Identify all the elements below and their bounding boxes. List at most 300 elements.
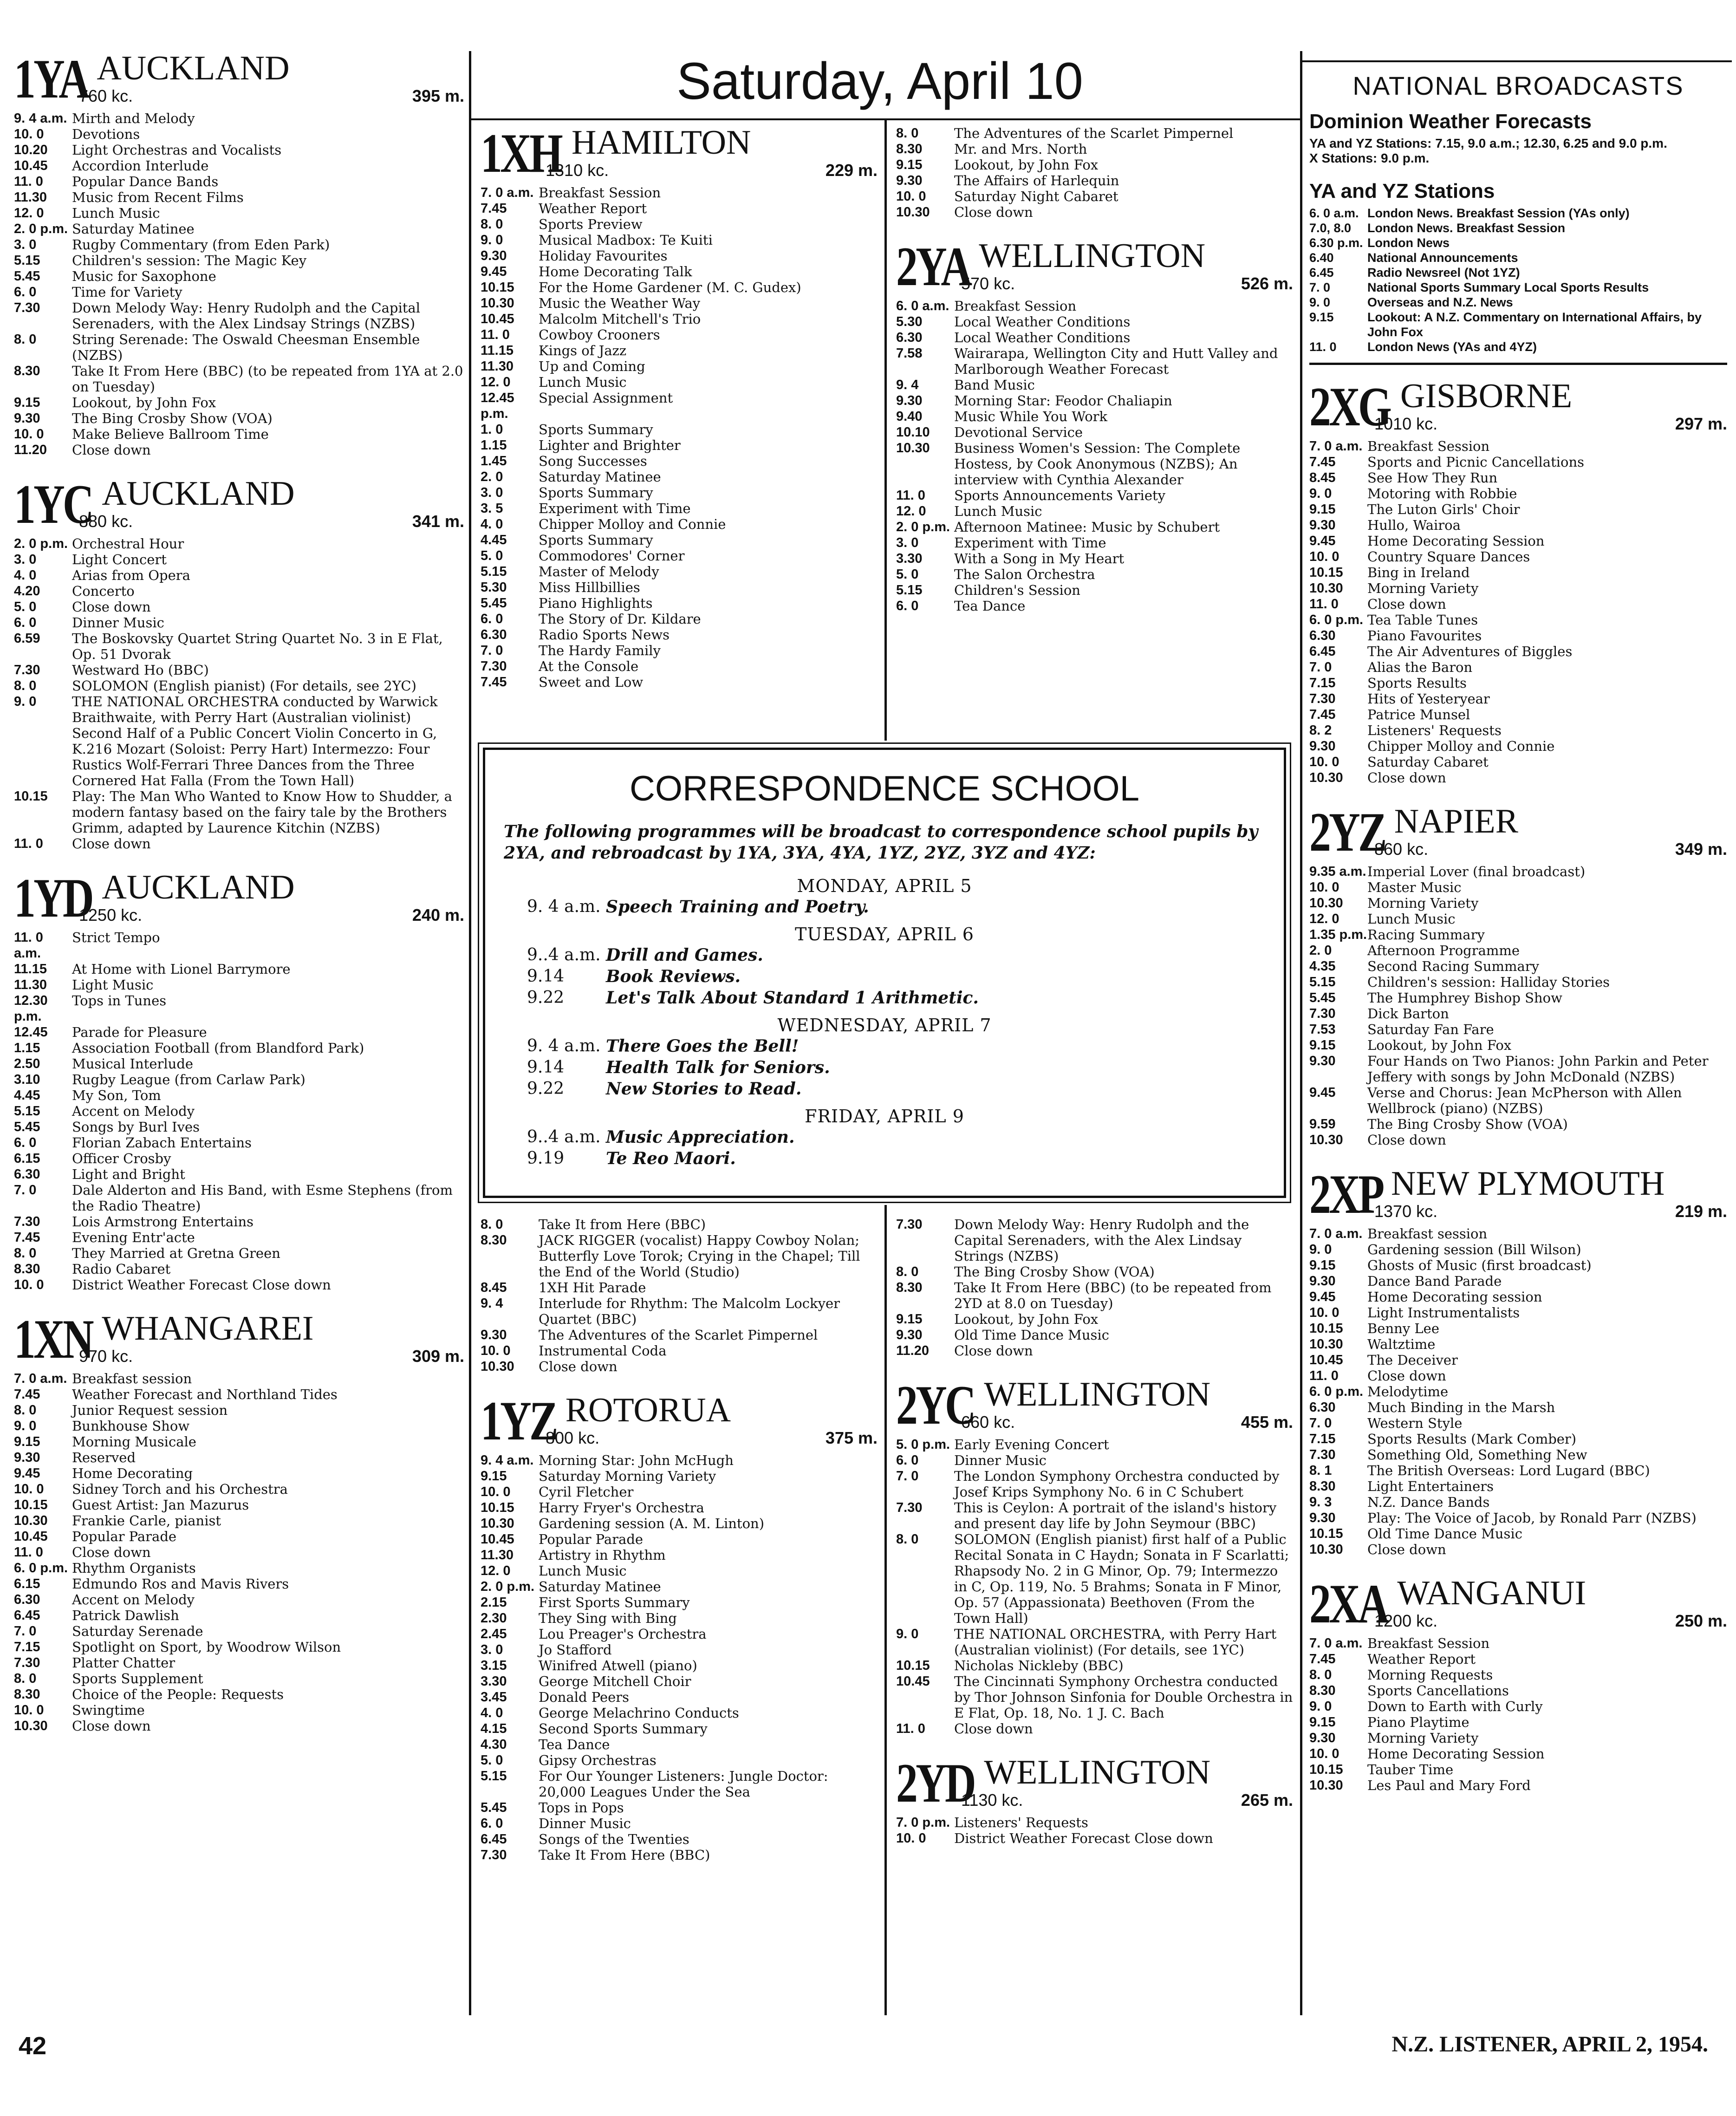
programme-row: [14, 1072, 464, 1087]
programme-time: 8.30: [896, 1280, 923, 1295]
programme-title: Close down: [72, 1718, 151, 1734]
programme-time: 5.15: [1309, 975, 1336, 990]
programme-time: 9.30: [14, 1450, 40, 1465]
station-block: [14, 51, 464, 458]
programme-row: [481, 1547, 878, 1563]
programme-row: [481, 201, 878, 216]
programme-title: Light and Bright: [72, 1166, 185, 1182]
programme-title: Saturday Cabaret: [1367, 754, 1489, 770]
programme-title: Sports Announcements Variety: [954, 488, 1166, 503]
programme-time: 3. 0: [896, 535, 919, 550]
programme-title: Alias the Baron: [1367, 659, 1473, 675]
school-item: [527, 966, 1284, 987]
programme-time: 9. 0: [1309, 486, 1332, 501]
programme-time: 5.15: [481, 1769, 507, 1784]
station-city: WANGANUI: [1397, 1574, 1586, 1612]
programme-row: [1309, 1116, 1727, 1132]
station-block: [1309, 1573, 1727, 1793]
programme-title: Spotlight on Sport, by Woodrow Wilson: [72, 1639, 341, 1655]
programme-row: [14, 1671, 464, 1686]
programme-row: [481, 548, 878, 564]
programme-row: [481, 327, 878, 343]
programme-row: [14, 1387, 464, 1402]
programme-time: 12. 0: [14, 206, 44, 221]
programme-title: Saturday Serenade: [72, 1623, 203, 1639]
programme-time: 5. 0: [481, 548, 503, 563]
programme-row: [14, 961, 464, 977]
programme-title: Accent on Melody: [72, 1103, 195, 1119]
programme-title: George Melachrino Conducts: [539, 1705, 739, 1721]
programme-row: [14, 977, 464, 993]
programme-title: Early Evening Concert: [954, 1437, 1109, 1452]
programme-row: [14, 567, 464, 583]
school-time: 9..4 a.m.: [527, 945, 601, 964]
programme-title: Platter Chatter: [72, 1655, 176, 1671]
programme-row: [1309, 1730, 1727, 1746]
programme-time: 10.45: [481, 312, 514, 326]
programme-row: [14, 442, 464, 458]
column-rule-1: [469, 51, 471, 2015]
programme-title: Close down: [1367, 1542, 1446, 1557]
programme-title: Dick Barton: [1367, 1006, 1449, 1022]
programme-time: 8. 0: [14, 678, 37, 693]
programme-time: 7.15: [1309, 1432, 1336, 1446]
programme-row: [1309, 533, 1727, 549]
programme-time: 9.15: [481, 1469, 507, 1484]
programme-row: [896, 377, 1293, 393]
station-header: [896, 235, 1293, 297]
programme-title: Orchestral Hour: [72, 536, 184, 552]
programme-title: Kings of Jazz: [539, 343, 627, 358]
programme-title: Interlude for Rhythm: The Malcolm Lockyer Quartet (BBC): [539, 1296, 840, 1327]
programme-time: 9. 0: [896, 1627, 919, 1641]
programme-row: [14, 1087, 464, 1103]
station-header: [481, 125, 878, 184]
programme-time: 10.45: [1309, 1353, 1343, 1367]
programme-time: 5. 0: [481, 1753, 503, 1768]
programme-time: 8. 0: [481, 217, 503, 232]
programme-title: Country Square Dances: [1367, 549, 1530, 565]
national-programme: London News. Breakfast Session: [1367, 221, 1566, 235]
national-time: 9. 0: [1309, 295, 1331, 309]
programme-time: 8. 0: [14, 1403, 37, 1418]
national-programme: Lookout: A N.Z. Commentary on International Affairs, by John Fox: [1367, 310, 1702, 339]
programme-row: [14, 1639, 464, 1655]
programme-title: Experiment with Time: [539, 501, 691, 516]
programme-title: Tea Dance: [539, 1737, 610, 1752]
programme-title: They Married at Gretna Green: [72, 1245, 280, 1261]
programme-time: 2.45: [481, 1627, 507, 1641]
programme-row: [481, 1327, 878, 1343]
station-wavelength: 250 m.: [1675, 1611, 1727, 1630]
programme-row: [896, 1343, 1293, 1359]
programme-time: 11.30: [481, 359, 514, 374]
programme-time: 5. 0: [896, 567, 919, 582]
programme-title: Close down: [1367, 770, 1446, 786]
programme-time: 6.30: [1309, 1400, 1336, 1415]
programme-row: [896, 598, 1293, 614]
programme-row: [896, 204, 1293, 220]
programme-row: [481, 579, 878, 595]
station-frequency: 1310 kc.: [546, 161, 609, 180]
programme-row: [1309, 707, 1727, 723]
national-broadcasts-heading: NATIONAL BROADCASTS: [1352, 71, 1684, 100]
programme-title: Wairarapa, Wellington City and Hutt Valley and Marlborough Weather Forecast: [954, 345, 1278, 377]
programme-time: 9.59: [1309, 1117, 1336, 1132]
programme-title: Hits of Yesteryear: [1367, 691, 1490, 707]
programme-title: Take It From Here (BBC) (to be repeated from 1YA at 2.0 on Tuesday): [72, 363, 463, 395]
programme-row: [1309, 1022, 1727, 1037]
programme-title: Close down: [72, 442, 151, 458]
station-code: 1YA: [14, 51, 88, 110]
school-subject: Music Appreciation.: [606, 1127, 795, 1147]
programme-row: [481, 1343, 878, 1359]
programme-row: [481, 1689, 878, 1705]
station-wavelength: 229 m.: [825, 161, 878, 180]
programme-row: [481, 1816, 878, 1831]
programme-row: [481, 1516, 878, 1531]
programme-title: THE NATIONAL ORCHESTRA conducted by Warwick Braithwaite, with Perry Hart (Australian violinist) Second Half of a Public Concert Violin Concerto in G, K.216 Mozart (Soloist: Perry Hart) Intermezzo: Four Rustics Wolf-Ferrari Three Dances from the Three Cornered Hat Falla (From the Town Hall): [72, 694, 438, 788]
programme-title: The Boskovsky Quartet String Quartet No. 3 in E Flat, Op. 51 Dvorak: [72, 631, 443, 662]
programme-title: Much Binding in the Marsh: [1367, 1400, 1555, 1415]
programme-row: [14, 1371, 464, 1387]
programme-time: 6.30: [14, 1167, 40, 1182]
station-frequency: 760 kc.: [79, 86, 133, 105]
programme-title: Saturday Matinee: [539, 469, 661, 485]
programme-row: [896, 1815, 1293, 1830]
weather-line: X Stations: 9.0 p.m.: [1309, 151, 1430, 165]
programme-row: [481, 1296, 878, 1327]
programme-row: [1309, 1085, 1727, 1116]
programme-title: Popular Parade: [72, 1529, 177, 1544]
station-code: 2XP: [1309, 1163, 1383, 1225]
programme-time: 6.30: [14, 1592, 40, 1607]
national-time: 6. 0 a.m.: [1309, 206, 1359, 220]
programme-row: [896, 125, 1293, 141]
programme-title: Popular Dance Bands: [72, 174, 219, 189]
programme-title: Close down: [1367, 1368, 1446, 1384]
programme-time: 10.15: [1309, 1762, 1343, 1777]
programme-row: [1309, 454, 1727, 470]
programme-row: [14, 158, 464, 174]
programme-time: 7. 0: [1309, 660, 1332, 675]
station-code: 1YC: [14, 473, 92, 535]
programme-title: The Story of Dr. Kildare: [539, 611, 701, 627]
programme-time: 3. 0: [481, 485, 503, 500]
programme-row: [14, 1481, 464, 1497]
programme-time: 9.30: [896, 393, 923, 408]
programme-time: 11.30: [14, 977, 47, 992]
programme-time: 3. 5: [481, 501, 503, 516]
programme-title: Local Weather Conditions: [954, 330, 1131, 345]
programme-time: 11. 0: [14, 1545, 43, 1560]
programme-time: 9.30: [14, 411, 40, 426]
programme-time: 10.15: [1309, 565, 1343, 580]
programme-row: [481, 1531, 878, 1547]
programme-row: [14, 1686, 464, 1702]
national-programme: Overseas and N.Z. News: [1367, 295, 1513, 309]
programme-title: Close down: [72, 1544, 151, 1560]
programme-row: [481, 1768, 878, 1800]
programme-title: Children's session: Halliday Stories: [1367, 974, 1610, 990]
programme-time: 12.45 p.m.: [481, 391, 514, 421]
station-block: [896, 235, 1293, 614]
programme-title: Sports Summary: [539, 485, 653, 501]
programme-row: [14, 1576, 464, 1592]
programme-time: 11. 0: [481, 327, 510, 342]
programme-title: Dinner Music: [72, 615, 164, 631]
programme-row: [481, 1579, 878, 1595]
programme-time: 10. 0: [1309, 1746, 1339, 1761]
programme-title: Benny Lee: [1367, 1321, 1440, 1336]
programme-row: [1309, 879, 1727, 895]
programme-time: 10.30: [1309, 770, 1343, 785]
programme-title: Second Sports Summary: [539, 1721, 708, 1737]
programme-time: 9.30: [1309, 1731, 1336, 1745]
programme-title: Lunch Music: [539, 1563, 627, 1579]
programme-title: Musical Interlude: [72, 1056, 194, 1072]
programme-time: 9.30: [1309, 1510, 1336, 1525]
programme-row: [14, 662, 464, 678]
programme-row: [481, 437, 878, 453]
programme-row: [14, 253, 464, 268]
programme-title: SOLOMON (English pianist) (For details, see 2YC): [72, 678, 416, 694]
programme-row: [481, 1737, 878, 1752]
programme-title: Music from Recent Films: [72, 189, 244, 205]
programme-title: Sports Summary: [539, 532, 653, 548]
programme-row: [14, 1103, 464, 1119]
programme-time: 7. 0: [481, 643, 503, 658]
programme-time: 5.45: [14, 1120, 40, 1134]
programme-row: [1309, 659, 1727, 675]
programme-row: [14, 1529, 464, 1544]
programme-row: [1309, 723, 1727, 738]
programme-row: [14, 1497, 464, 1513]
programme-time: 12. 0: [481, 1563, 511, 1578]
programme-title: Tauber Time: [1367, 1762, 1454, 1777]
programme-time: 10.20: [14, 143, 48, 157]
programme-time: 10.30: [1309, 1337, 1343, 1352]
programme-time: 12. 0: [481, 375, 511, 390]
programme-row: [1309, 1635, 1727, 1651]
programme-time: 6. 0: [896, 599, 919, 613]
programme-row: [896, 582, 1293, 598]
programme-row: [481, 1642, 878, 1658]
programme-time: 9.15: [1309, 1258, 1336, 1273]
programme-row: [14, 1135, 464, 1151]
programme-title: THE NATIONAL ORCHESTRA, with Perry Hart (Australian violinist) (For details, see 1YC): [954, 1626, 1277, 1658]
programme-title: JACK RIGGER (vocalist) Happy Cowboy Nolan; Butterfly Love Torok; Crying in the Chapel; Till the End of the World (Studio): [539, 1232, 860, 1280]
station-wavelength: 309 m.: [412, 1347, 464, 1366]
programme-time: 3.45: [481, 1690, 507, 1705]
programme-title: Lookout, by John Fox: [72, 395, 216, 410]
programme-title: Les Paul and Mary Ford: [1367, 1777, 1531, 1793]
programme-row: [481, 264, 878, 280]
programme-row: [14, 631, 464, 662]
programme-title: Close down: [954, 1721, 1033, 1737]
programme-row: [481, 374, 878, 390]
programme-title: Swingtime: [72, 1702, 145, 1718]
programme-time: 11.30: [14, 190, 47, 205]
programme-time: 11. 0 a.m.: [14, 930, 43, 961]
programme-title: Cowboy Crooners: [539, 327, 660, 343]
programme-time: 6.45: [481, 1832, 507, 1847]
programme-row: [896, 141, 1293, 157]
national-programme: London News. Breakfast Session (YAs only): [1367, 206, 1630, 220]
national-time: 7. 0: [1309, 280, 1331, 294]
programme-title: SOLOMON (English pianist) first half of a Public Recital Sonata in C Haydn; Sonata in F Scarlatti; Rhapsody No. 2 in G Minor, Op. 79; Intermezzo in C, Op. 119, No. 5 Brahms; Sonata in F Minor, Op. 57 (Appassionata) Beethoven (From the Town Hall): [954, 1531, 1289, 1626]
programme-time: 5.15: [896, 583, 923, 598]
programme-row: [14, 1560, 464, 1576]
programme-title: Music the Weather Way: [539, 295, 701, 311]
programme-row: [1309, 943, 1727, 958]
programme-title: Bing in Ireland: [1367, 565, 1470, 580]
programme-time: 9.40: [896, 409, 923, 424]
national-time: 7.0, 8.0: [1309, 221, 1352, 235]
national-row: [1309, 339, 1727, 354]
programme-title: Waltztime: [1367, 1336, 1436, 1352]
programme-row: [14, 836, 464, 852]
programme-title: Close down: [72, 836, 151, 852]
programme-time: 10.30: [1309, 896, 1343, 911]
programme-row: [1309, 1463, 1727, 1478]
programme-time: 7.15: [14, 1640, 40, 1654]
programme-row: [481, 658, 878, 674]
programme-row: [14, 1119, 464, 1135]
programme-row: [481, 358, 878, 374]
station-frequency: 1370 kc.: [1374, 1202, 1438, 1221]
programme-title: Close down: [954, 1343, 1033, 1359]
programme-time: 8. 0: [14, 332, 37, 347]
station-wavelength: 349 m.: [1675, 840, 1727, 859]
programme-time: 6.30: [896, 330, 923, 345]
programme-row: [481, 232, 878, 248]
programme-row: [896, 566, 1293, 582]
programme-row: [14, 1592, 464, 1608]
programme-time: 6.15: [14, 1151, 40, 1166]
programme-row: [1309, 1006, 1727, 1022]
programme-row: [1309, 958, 1727, 974]
programme-row: [1309, 1037, 1727, 1053]
programme-title: Sports and Picnic Cancellations: [1367, 454, 1585, 470]
programme-title: Jo Stafford: [539, 1642, 612, 1658]
programme-time: 6. 0 p.m.: [14, 1561, 68, 1576]
station-wavelength: 297 m.: [1675, 414, 1727, 433]
programme-row: [14, 1166, 464, 1182]
school-day: TUESDAY, APRIL 6: [795, 924, 974, 944]
programme-title: Sports Supplement: [72, 1671, 203, 1686]
programme-row: [14, 694, 464, 788]
programme-row: [481, 1452, 878, 1468]
programme-row: [1309, 1494, 1727, 1510]
school-time: 9.14: [527, 1058, 565, 1077]
station-block: [14, 473, 464, 852]
programme-row: [1309, 675, 1727, 691]
programme-row: [14, 126, 464, 142]
programme-time: 1.35 p.m.: [1309, 927, 1367, 942]
programme-time: 7.30: [481, 1848, 507, 1862]
programme-title: Music for Saxophone: [72, 268, 216, 284]
programme-row: [481, 1468, 878, 1484]
programme-title: Donald Peers: [539, 1689, 630, 1705]
weather-line: YA and YZ Stations: 7.15, 9.0 a.m.; 12.30, 6.25 and 9.0 p.m.: [1309, 136, 1667, 150]
programme-row: [1309, 596, 1727, 612]
programme-row: [481, 532, 878, 548]
programme-time: 8. 0: [14, 1671, 37, 1686]
school-day: FRIDAY, APRIL 9: [805, 1106, 964, 1126]
programme-row: [1309, 1368, 1727, 1384]
programme-time: 6. 0 p.m.: [1309, 612, 1364, 627]
programme-row: [1309, 754, 1727, 770]
programme-title: The Deceiver: [1367, 1352, 1458, 1368]
programme-row: [481, 469, 878, 485]
programme-row: [14, 1418, 464, 1434]
programme-title: Morning Variety: [1367, 895, 1479, 911]
programme-time: 10. 0: [14, 127, 44, 142]
programme-row: [14, 174, 464, 189]
programme-title: Bunkhouse Show: [72, 1418, 190, 1434]
yayz-list: [1309, 206, 1727, 354]
programme-title: Ghosts of Music (first broadcast): [1367, 1257, 1592, 1273]
programme-time: 11. 0: [896, 1721, 925, 1736]
programme-time: 7.30: [14, 300, 40, 315]
programme-row: [896, 393, 1293, 409]
programme-time: 7.30: [1309, 691, 1336, 706]
national-row: [1309, 295, 1727, 310]
programme-title: Light Instrumentalists: [1367, 1305, 1520, 1321]
programme-time: 10.30: [1309, 1778, 1343, 1793]
programme-time: 9.35 a.m.: [1309, 864, 1366, 879]
programme-title: Miss Hillbillies: [539, 579, 640, 595]
programme-row: [14, 1040, 464, 1056]
programme-row: [14, 536, 464, 552]
programme-time: 12.45: [14, 1025, 48, 1040]
programme-time: 6. 0: [14, 615, 37, 630]
programme-title: N.Z. Dance Bands: [1367, 1494, 1490, 1510]
programme-title: Business Women's Session: The Complete Hostess, by Cook Anonymous (NZBS); An interview with Cynthia Alexander: [954, 440, 1241, 488]
programme-time: 10.45: [896, 1674, 930, 1689]
programme-row: [1309, 1273, 1727, 1289]
programme-row: [896, 1327, 1293, 1343]
programme-row: [14, 1024, 464, 1040]
programme-row: [896, 1264, 1293, 1280]
programme-time: 7. 0 a.m.: [1309, 439, 1363, 454]
programme-row: [14, 1655, 464, 1671]
station-block: [1309, 1163, 1727, 1557]
programme-title: My Son, Tom: [72, 1087, 161, 1103]
national-time: 6.30 p.m.: [1309, 236, 1363, 250]
programme-row: [1309, 1746, 1727, 1762]
programme-title: Patrice Munsel: [1367, 707, 1470, 723]
programme-time: 6. 0: [14, 1135, 37, 1150]
column-1: [14, 51, 464, 2025]
programme-row: [896, 1500, 1293, 1531]
programme-title: Master Music: [1367, 879, 1462, 895]
programme-row: [481, 1359, 878, 1374]
programme-title: Weather Report: [1367, 1651, 1476, 1667]
programme-row: [14, 268, 464, 284]
programme-title: String Serenade: The Oswald Cheesman Ensemble (NZBS): [72, 332, 420, 363]
station-header: [14, 51, 464, 110]
programme-row: [896, 1626, 1293, 1658]
station-block: [896, 1217, 1293, 1359]
programme-time: 9.15: [896, 157, 923, 172]
station-frequency: 1250 kc.: [79, 905, 143, 925]
programme-time: 9.45: [1309, 534, 1336, 548]
station-frequency: 660 kc.: [961, 1413, 1015, 1432]
station-header: [1309, 376, 1727, 437]
programme-row: [896, 1658, 1293, 1673]
